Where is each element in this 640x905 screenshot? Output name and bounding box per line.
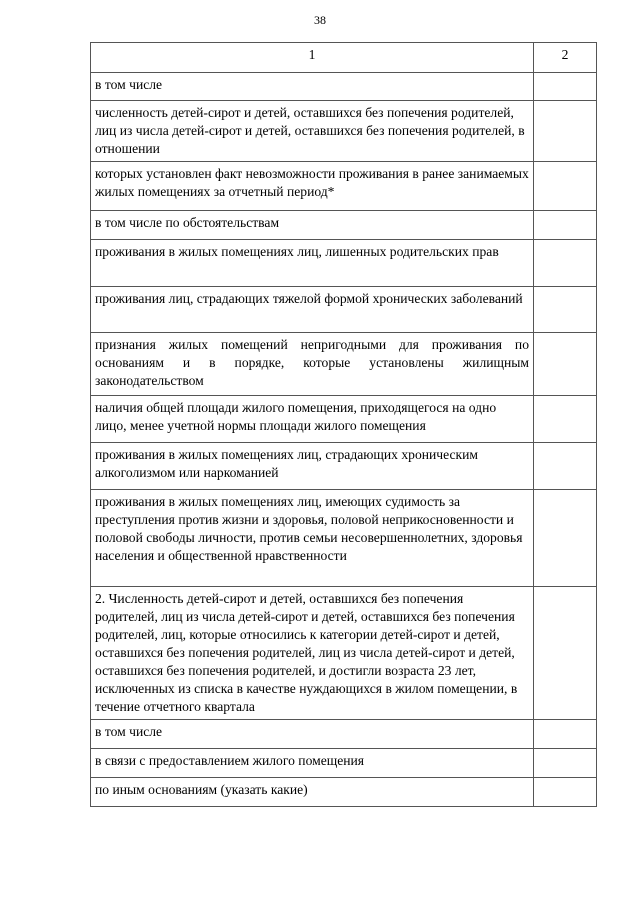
table-row: [91, 490, 597, 587]
row-value-cell[interactable]: [534, 720, 597, 749]
row-value-cell[interactable]: [534, 101, 597, 162]
row-value-cell[interactable]: [534, 587, 597, 720]
table-row: [91, 287, 597, 333]
row-value-cell[interactable]: [534, 162, 597, 211]
row-label: проживания в жилых помещениях лиц, имеющих судимость за преступления против жизни и здоровья, половой неприкосновенности и половой свободы личности, против семьи несовершеннолетних, здоровья населения и общественной нравственности: [91, 490, 534, 587]
table-row: [91, 162, 597, 211]
table-row: [91, 720, 597, 749]
table-row: [91, 240, 597, 287]
row-label: проживания в жилых помещениях лиц, страдающих хроническим алкоголизмом или наркоманией: [91, 443, 534, 490]
table-row: [91, 587, 597, 720]
column-header-1: 1: [91, 43, 534, 73]
table-row: [91, 749, 597, 778]
row-value-cell[interactable]: [534, 333, 597, 396]
row-value-cell[interactable]: [534, 396, 597, 443]
row-value-cell[interactable]: [534, 287, 597, 333]
table-row: [91, 778, 597, 807]
row-value-cell[interactable]: [534, 240, 597, 287]
row-value-cell[interactable]: [534, 443, 597, 490]
row-value-cell[interactable]: [534, 211, 597, 240]
row-label: в связи с предоставлением жилого помещения: [91, 749, 534, 778]
table-row: [91, 211, 597, 240]
row-value-cell[interactable]: [534, 749, 597, 778]
row-label: в том числе: [91, 73, 534, 101]
table-header-row: [91, 43, 597, 73]
row-label: по иным основаниям (указать какие): [91, 778, 534, 807]
row-label: проживания лиц, страдающих тяжелой формой хронических заболеваний: [91, 287, 534, 333]
report-table: [90, 42, 597, 807]
row-label: проживания в жилых помещениях лиц, лишенных родительских прав: [91, 240, 534, 287]
page-number: 38: [314, 13, 326, 27]
table-row: [91, 73, 597, 101]
column-header-2: 2: [534, 43, 597, 73]
table-row: [91, 443, 597, 490]
table-row: [91, 396, 597, 443]
row-label: 2. Численность детей-сирот и детей, оставшихся без попечения родителей, лиц из числа детей-сирот и детей, оставшихся без попечения родителей, лиц, которые относились к категории детей-сирот и детей, оставшихся без попечения родителей, лиц из числа детей-сирот и детей, оставшихся без попечения родителей, и достигли возраста 23 лет, исключенных из списка в качестве нуждающихся в жилом помещении, в течение отчетного квартала: [91, 587, 534, 720]
row-label: признания жилых помещений непригодными для проживания по основаниям и в порядке, которые установлены жилищным законодательством: [91, 333, 534, 396]
row-value-cell[interactable]: [534, 778, 597, 807]
row-value-cell[interactable]: [534, 490, 597, 587]
row-label: которых установлен факт невозможности проживания в ранее занимаемых жилых помещениях за отчетный период*: [91, 162, 534, 211]
row-label: в том числе: [91, 720, 534, 749]
row-label: численность детей-сирот и детей, оставшихся без попечения родителей, лиц из числа детей-сирот и детей, оставшихся без попечения родителей, в отношении: [91, 101, 534, 162]
row-label: в том числе по обстоятельствам: [91, 211, 534, 240]
table-row: [91, 333, 597, 396]
table-row: [91, 101, 597, 162]
row-value-cell[interactable]: [534, 73, 597, 101]
row-label: наличия общей площади жилого помещения, приходящегося на одно лицо, менее учетной нормы площади жилого помещения: [91, 396, 534, 443]
